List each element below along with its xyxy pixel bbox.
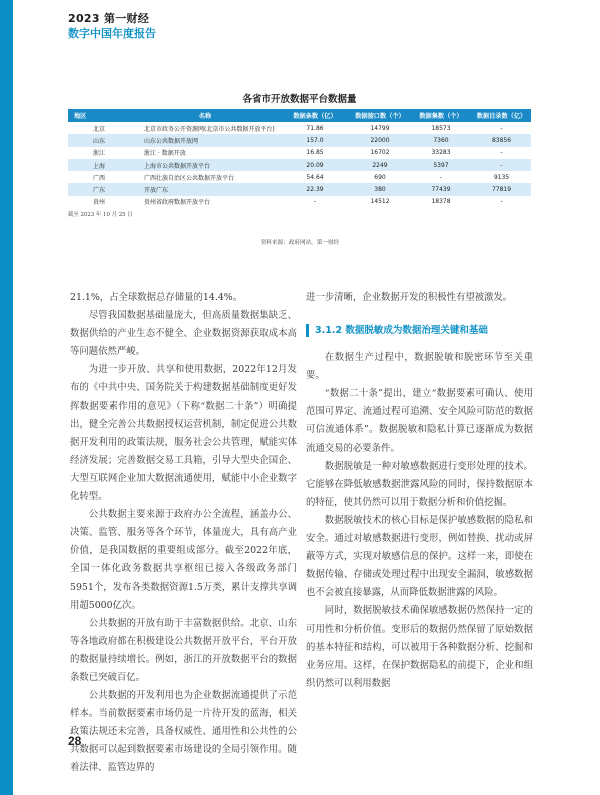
table-title: 各省市开放数据平台数据量 [242, 94, 357, 105]
column-header: 数据条数（亿） [280, 109, 350, 122]
table-cell: 33283 [431, 149, 451, 157]
table-cell: 浙江 · 数据开放 [144, 150, 186, 158]
report-year-title: 2023 第一财经 [68, 12, 150, 25]
table-cell: 18378 [431, 198, 451, 206]
column-header: 名称 [130, 109, 280, 122]
table-date-note: 截至 2023 年 10 月 25 日 [68, 212, 133, 219]
body-paragraph: 公共数据的开放有助于丰富数据供给。北京、山东等各地政府都在积极建设公共数据开放平台，平台开放的数据量持续增长。例如，浙江的开放数据平台的数据条数已突破百亿。 [70, 617, 297, 683]
column-header: 数据接口数（个） [350, 109, 410, 122]
column-header: 数据集数（个） [410, 109, 472, 122]
platform-data-table [68, 109, 531, 208]
table-cell: - [500, 149, 503, 157]
table-cell: 77819 [472, 183, 531, 195]
left-column [70, 289, 297, 778]
table-cell: 北京 [92, 125, 105, 133]
table-cell: 14512 [370, 198, 390, 206]
table-cell: - [439, 173, 443, 181]
body-paragraph: 进一步清晰，企业数据开发的积极性有望被激发。 [306, 292, 513, 303]
column-header: 地区 [68, 109, 130, 122]
table-cell: 山东 [68, 134, 130, 146]
table-source-note: 资料来源：政府网站，第一财经 [260, 240, 340, 246]
table-cell: 9135 [493, 173, 510, 181]
table-cell: 2249 [350, 159, 410, 171]
table-cell: 北京市政务公开资源网(北京市公共数据开放平台) [144, 125, 275, 133]
table-row [68, 171, 531, 183]
table-row [68, 147, 531, 159]
table-cell: - [500, 124, 503, 132]
running-header [68, 11, 156, 41]
table-cell: 贵州 [92, 199, 105, 207]
table-row [68, 134, 531, 146]
table-cell: 浙江 [92, 150, 105, 158]
data-table-block [68, 93, 531, 218]
report-subtitle: 数字中国年度报告 [68, 27, 156, 40]
table-cell: 380 [350, 183, 410, 195]
body-paragraph: 同时，数据脱敏技术确保敏感数据仍然保持一定的可用性和分析价值。变形后的数据仍然保留了原始数据的基本特征和结构，可以被用于各种数据分析、挖掘和业务应用。这样，在保护数据隐私的前提下，企业和组织仍然可以利用数据 [306, 605, 533, 689]
table-cell: 开放广东 [130, 183, 280, 195]
table-row [68, 122, 531, 134]
table-cell: 16702 [370, 149, 390, 157]
page-number: 28 [68, 734, 82, 748]
sidebar-accent-bar [0, 0, 13, 795]
table-row [68, 196, 531, 208]
body-paragraph: 尽管我国数据基础量庞大，但高质量数据集缺乏、数据供给的产业生态不健全、企业数据资源获取成本高等问题依然严峻。 [70, 310, 297, 358]
table-cell: 山东公共数据开放网 [130, 134, 280, 146]
body-paragraph: 21.1%，占全球数据总存储量的14.4%。 [70, 292, 243, 303]
body-paragraph: 在数据生产过程中，数据脱敏和脱密环节至关重要。 [306, 352, 533, 382]
body-paragraph: 数据脱敏技术的核心目标是保护敏感数据的隐私和安全。通过对敏感数据进行变形，例如替换、扰动或屏蔽等方式，实现对敏感信息的保护。这样一来，即使在数据传输、存储或处理过程中出现安全漏洞，敏感数据也不会被直接暴露，从而降低数据泄露的风险。 [306, 514, 533, 599]
body-paragraph: 数据脱敏是一种对敏感数据进行变形处理的技术。它能够在降低敏感数据泄露风险的同时，保持数据原本的特征，使其仍然可以用于数据分析和价值挖掘。 [306, 460, 533, 508]
table-row [68, 183, 531, 195]
table-cell: - [500, 198, 503, 206]
table-cell: 16.85 [306, 149, 324, 157]
table-cell: 22000 [350, 134, 410, 146]
body-paragraph: “数据二十条”提出，建立“数据要素可确认、使用范围可界定、流通过程可追溯、安全风险可防范的数据可信流通体系”。数据脱敏和隐私计算已逐渐成为数据流通交易的必要条件。 [306, 388, 533, 454]
table-cell: 54.64 [306, 173, 324, 181]
table-cell: 5397 [410, 159, 472, 171]
table-cell: 广西 [92, 174, 105, 182]
body-paragraph: 公共数据的开发利用也为企业数据流通提供了示范样本。当前数据要素市场仍是一片待开发的蓝海，相关政策法规还未完善，具备权威性、通用性和公共性的公共数据可以起到数据要素市场建设的全局引领作用。随着法律、监管边界的 [70, 690, 297, 774]
table-cell: 77439 [410, 183, 472, 195]
table-cell: 上海 [68, 159, 130, 171]
table-cell: 690 [374, 173, 386, 181]
table-cell: 22.39 [280, 183, 350, 195]
table-cell: 上海市公共数据开放平台 [130, 159, 280, 171]
column-header: 数据目录数（亿） [472, 109, 531, 122]
table-row [68, 159, 531, 171]
table-cell: 7360 [410, 134, 472, 146]
table-cell: 广西壮族自治区公共数据开放平台 [144, 174, 235, 182]
section-heading: 3.1.2 数据脱敏成为数据治理关键和基础 [306, 324, 533, 337]
table-cell: 20.09 [280, 159, 350, 171]
table-cell: 83856 [472, 134, 531, 146]
body-paragraph: 为进一步开放、共享和使用数据，2022年12月发布的《中共中央、国务院关于构建数据基础制度更好发挥数据要素作用的意见》（下称“数据二十条”）明确提出，健全完善公共数据授权运营机制，制定促进公共数据开发利用的政策法规，服务社会公共管理，赋能实体经济发展；完善数据交易工具箱，引导大型央企国企、大型互联网企业加大数据流通使用，赋能中小企业数字化转型。 [70, 364, 297, 503]
table-cell: 71.86 [306, 124, 324, 132]
table-cell: 157.0 [280, 134, 350, 146]
table-cell: 18573 [431, 124, 451, 132]
table-cell: - [313, 198, 317, 206]
table-cell: - [472, 159, 531, 171]
table-cell: 14799 [370, 124, 390, 132]
table-cell: 广东 [68, 183, 130, 195]
table-header-row [68, 109, 531, 122]
right-column [306, 289, 533, 693]
table-cell: 贵州省政府数据开放平台 [144, 199, 211, 207]
body-paragraph: 公共数据主要来源于政府办公全流程，涵盖办公、决策、监管、服务等各个环节，体量庞大，具有高产业价值，是我国数据的重要组成部分。截至2022年底，全国一体化政务数据共享枢纽已接入各级政务部门5951个，发布各类数据资源1.5万类，累计支撑共享调用超5000亿次。 [70, 509, 297, 611]
